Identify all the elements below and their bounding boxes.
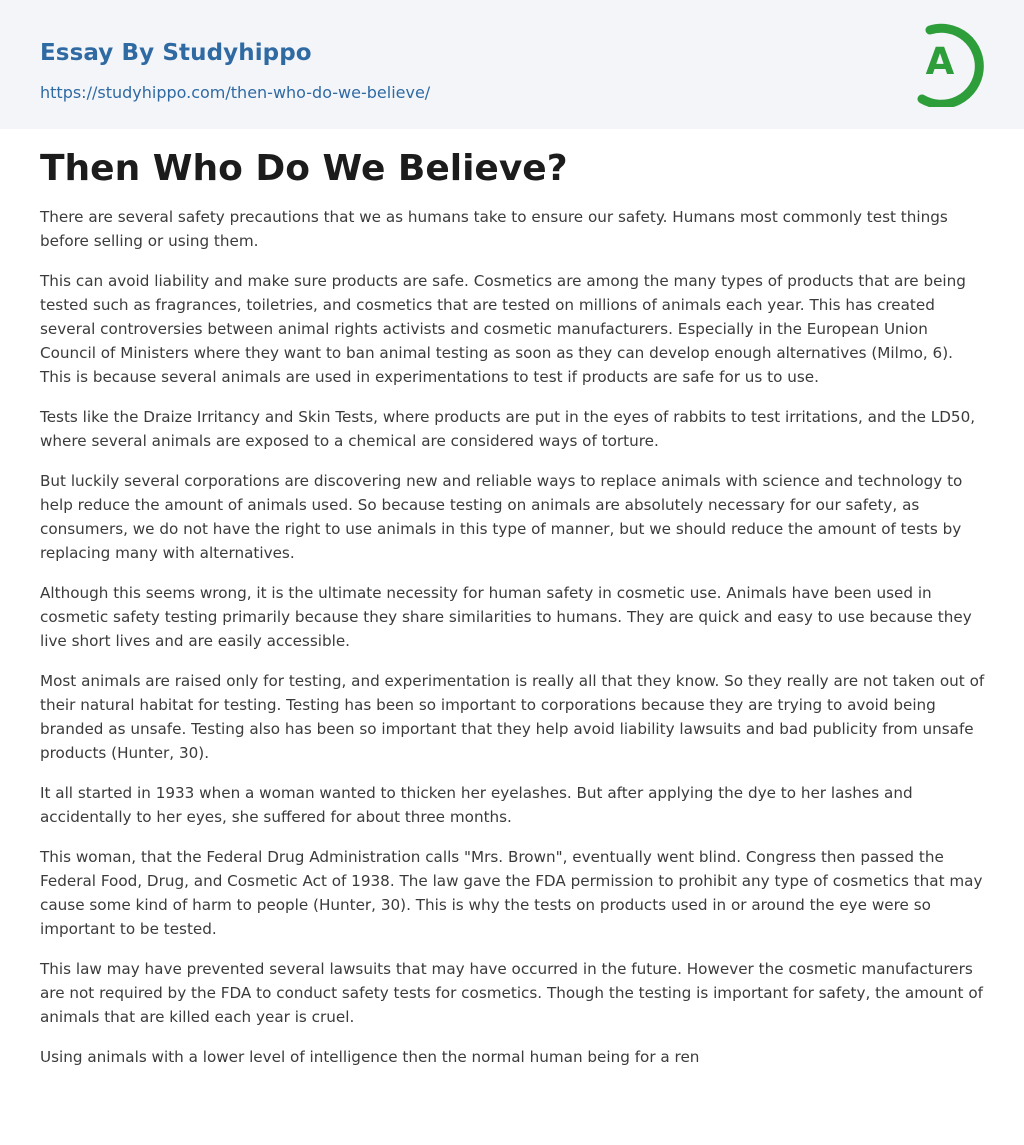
paragraph: Although this seems wrong, it is the ultimate necessity for human safety in cosmetic use. Animals have been used in cosmetic safety testing primarily because they share similarities to humans. They are quick and easy to use because they live short lives and are easily accessible.	[40, 584, 972, 650]
paragraph: It all started in 1933 when a woman wanted to thicken her eyelashes. But after applying the dye to her lashes and accidentally to her eyes, she suffered for about three months.	[40, 784, 913, 826]
paragraph: Most animals are raised only for testing, and experimentation is really all that they know. So they really are not taken out of their natural habitat for testing. Testing has been so important to corporations because they are trying to avoid being branded as unsafe. Testing also has been so important that they help avoid liability lawsuits and bad publicity from unsafe products (Hunter, 30).	[40, 672, 985, 762]
paragraph: This can avoid liability and make sure products are safe. Cosmetics are among the many types of products that are being tested such as fragrances, toiletries, and cosmetics that are tested on millions of animals each year. This has created several controversies between animal rights activists and cosmetic manufacturers. Especially in the European Union Council of Ministers where they want to ban animal testing as soon as they can develop enough alternatives (Milmo, 6). This is because several animals are used in experimentations to test if products are safe for us to use.	[40, 272, 966, 386]
paragraph: This law may have prevented several lawsuits that may have occurred in the future. However the cosmetic manufacturers are not required by the FDA to conduct safety tests for cosmetics. Though the testing is important for safety, the amount of animals that are killed each year is cruel.	[40, 960, 983, 1026]
logo-letter: A	[925, 40, 955, 83]
article-title: Then Who Do We Believe?	[40, 148, 568, 189]
paragraph: This woman, that the Federal Drug Administration calls "Mrs. Brown", eventually went blind. Congress then passed the Federal Food, Drug, and Cosmetic Act of 1938. The law gave the FDA permission to prohibit any type of cosmetics that may cause some kind of harm to people (Hunter, 30). This is why the tests on products used in or around the eye were so important to be tested.	[40, 848, 983, 938]
paragraph: There are several safety precautions that we as humans take to ensure our safety. Humans most commonly test things before selling or using them.	[40, 208, 948, 250]
article-body	[40, 205, 986, 1069]
site-brand: Essay By Studyhippo	[40, 40, 312, 66]
essay-url-link[interactable]: https://studyhippo.com/then-who-do-we-believe/	[40, 83, 431, 102]
studyhippo-logo-icon[interactable]	[905, 17, 989, 107]
paragraph: But luckily several corporations are discovering new and reliable ways to replace animals with science and technology to help reduce the amount of animals used. So because testing on animals are absolutely necessary for our safety, as consumers, we do not have the right to use animals in this type of manner, but we should reduce the amount of tests by replacing many with alternatives.	[40, 472, 963, 562]
paragraph: Tests like the Draize Irritancy and Skin Tests, where products are put in the eyes of rabbits to test irritations, and the LD50, where several animals are exposed to a chemical are considered ways of torture.	[40, 408, 976, 450]
paragraph: Using animals with a lower level of intelligence then the normal human being for a ren	[40, 1048, 700, 1066]
article	[0, 129, 1024, 1069]
page-header	[0, 0, 1024, 129]
